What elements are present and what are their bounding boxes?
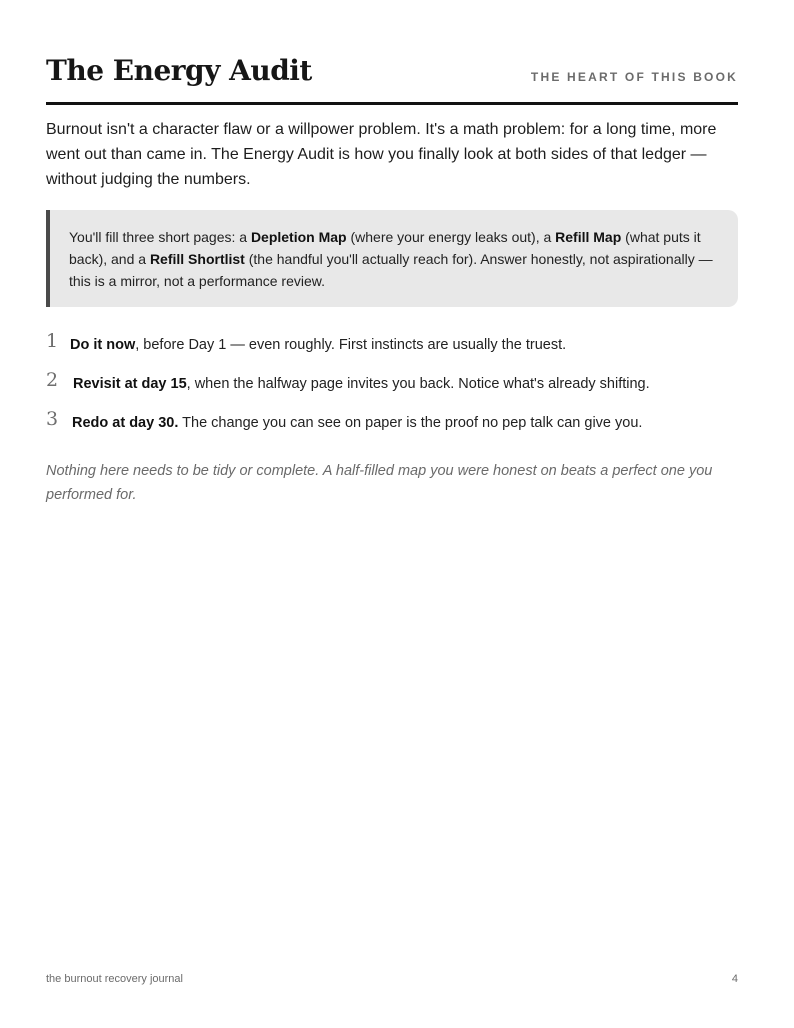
callout-term-refill-shortlist: Refill Shortlist	[149, 251, 245, 267]
intro-paragraph: Burnout isn't a character flaw or a willpower problem. It's a math problem: for a long time, more went out than came in. The Energy Audit is how you finally look at both sides of that ledger — without judging the numbers.	[46, 121, 717, 188]
step-number: 2	[46, 369, 59, 391]
callout-text	[69, 226, 720, 292]
step-item	[46, 369, 738, 408]
step-heading: Redo at day 30.	[72, 415, 179, 431]
step-heading: Revisit at day 15	[73, 376, 187, 392]
step-text	[73, 376, 650, 392]
step-text	[72, 415, 642, 431]
step-item	[46, 330, 738, 369]
step-description: The change you can see on paper is the proof no pep talk can give you.	[178, 415, 643, 431]
journal-page	[46, 0, 738, 1028]
page-title: The Energy Audit	[46, 54, 312, 87]
callout-term-depletion-map: Depletion Map	[250, 229, 347, 245]
callout-text-part: You'll fill three short pages: a	[69, 229, 251, 245]
step-description: , before Day 1 — even roughly. First instincts are usually the truest.	[135, 337, 567, 353]
callout-text-part: (what puts it back), and a	[69, 229, 701, 267]
step-item	[46, 408, 738, 447]
callout-term-refill-map: Refill Map	[555, 229, 622, 245]
footer-book-title: the burnout recovery journal	[46, 973, 183, 985]
steps-list	[46, 330, 738, 447]
step-description: , when the halfway page invites you back. Notice what's already shifting.	[186, 376, 650, 392]
page-header	[46, 54, 738, 105]
footer-page-number: 4	[731, 973, 738, 985]
callout-box	[46, 210, 738, 307]
step-text	[70, 337, 566, 353]
callout-text-part: (the handful you'll actually reach for). Answer honestly, not aspirationally — this is a mirror, not a performance review.	[69, 251, 713, 289]
callout-text-part: (where your energy leaks out), a	[346, 229, 556, 245]
step-number: 3	[46, 408, 59, 430]
closing-note: Nothing here needs to be tidy or complete. A half-filled map you were honest on beats a perfect one you performed for.	[46, 463, 713, 503]
step-number: 1	[46, 330, 59, 352]
section-eyebrow: THE HEART OF THIS BOOK	[530, 70, 738, 84]
step-heading: Do it now	[70, 337, 136, 353]
